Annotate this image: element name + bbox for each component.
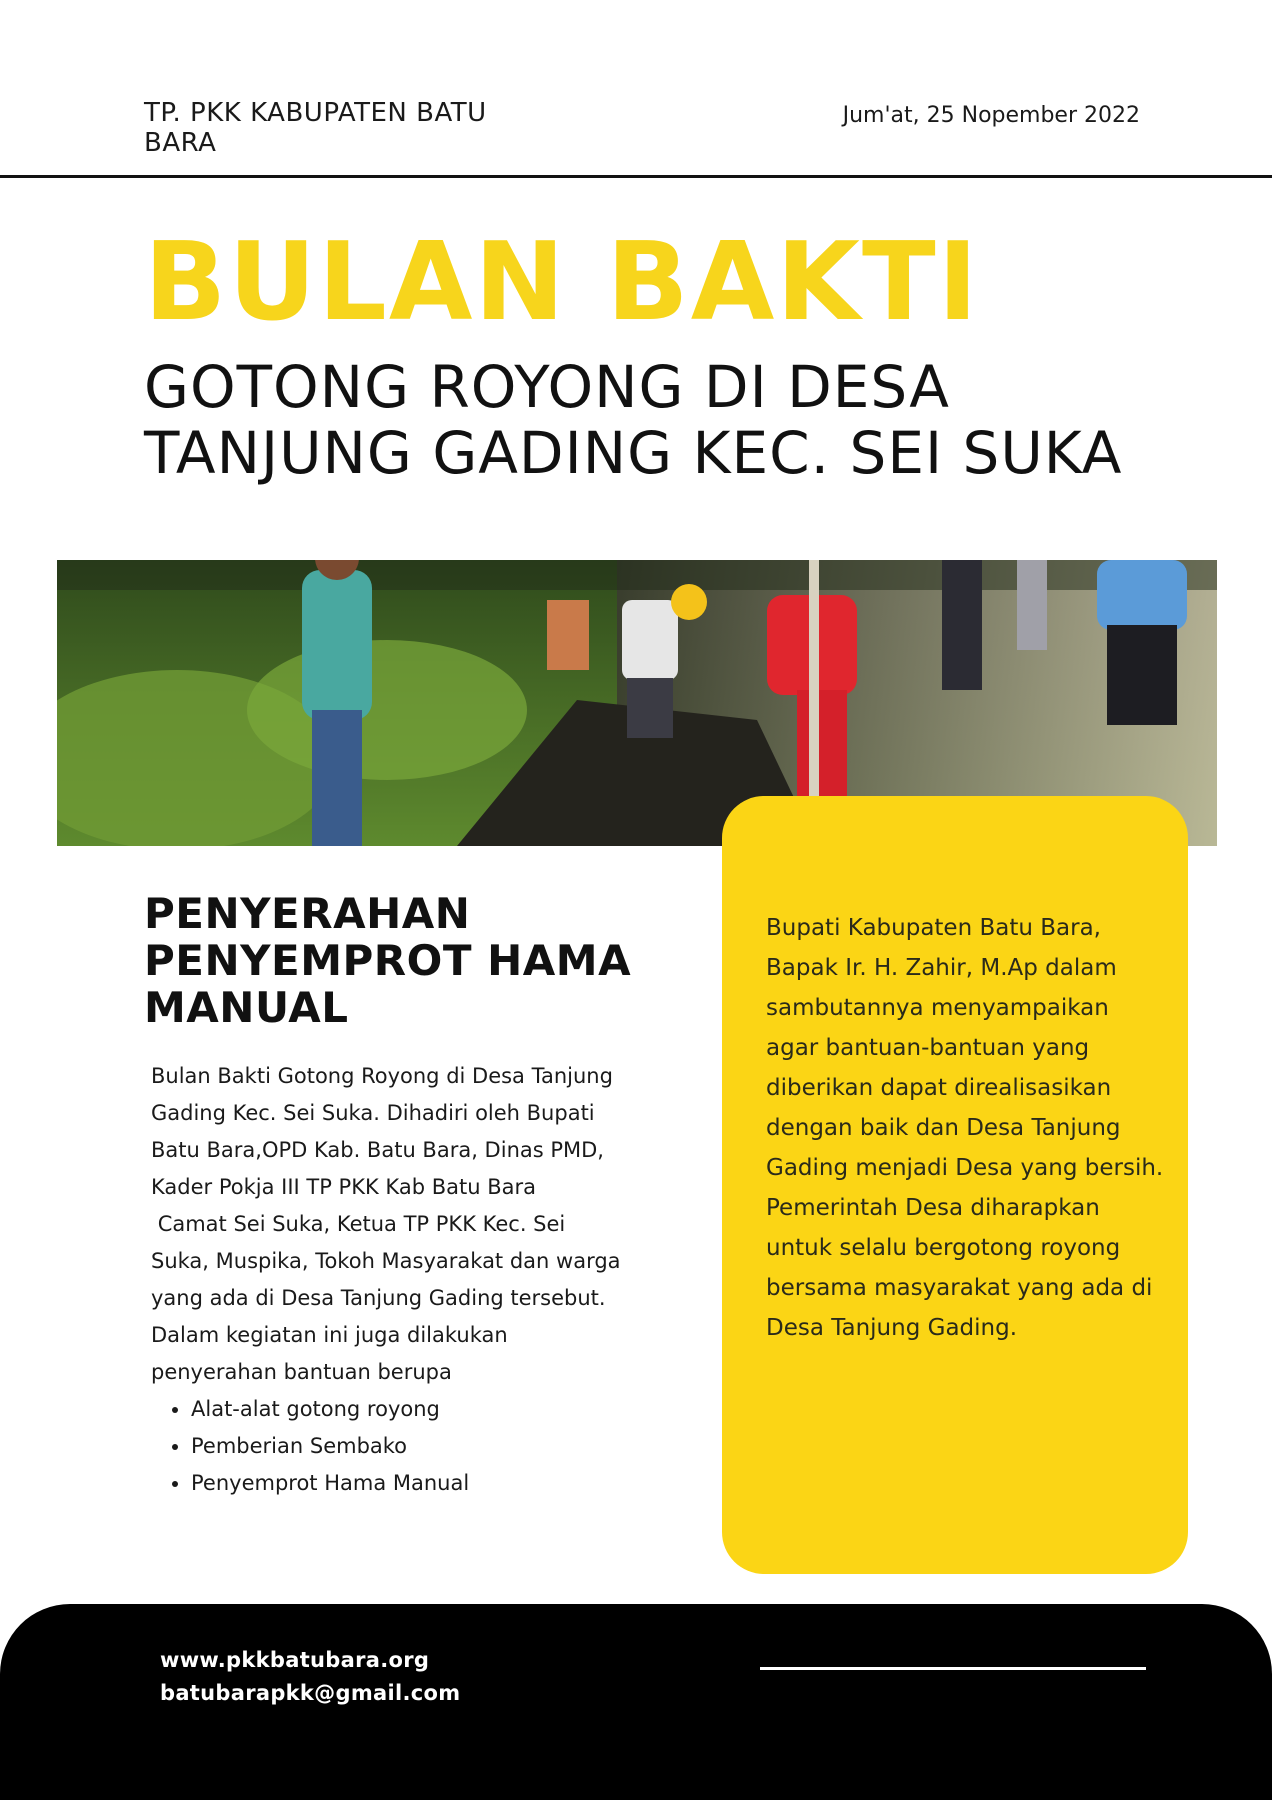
publication-date: Jum'at, 25 Nopember 2022 (842, 103, 1140, 128)
article-body (151, 1058, 628, 1502)
list-item: • Penyemprot Hama Manual (191, 1465, 621, 1502)
section-title: PENYERAHAN PENYEMPROT HAMA MANUAL (144, 889, 632, 1032)
footer-contact (160, 1644, 460, 1710)
paragraph-attendees: Camat Sei Suka, Ketua TP PKK Kec. Sei Suka, Muspika, Tokoh Masyarakat dan warga yang ada di Desa Tanjung Gading tersebut. (151, 1212, 628, 1310)
header-divider (0, 175, 1272, 178)
list-item: • Pemberian Sembako (191, 1428, 621, 1465)
list-item: • Alat-alat gotong royong (191, 1391, 621, 1428)
paragraph-attendance: Bulan Bakti Gotong Royong di Desa Tanjung Gading Kec. Sei Suka. Dihadiri oleh Bupati Batu Bara,OPD Kab. Batu Bara, Dinas PMD, Kader Pokja III TP PKK Kab Batu Bara (151, 1064, 613, 1199)
website-link[interactable]: www.pkkbatubara.org (160, 1648, 430, 1672)
headline-subtitle: GOTONG ROYONG DI DESA TANJUNG GADING KEC. SEI SUKA (144, 353, 1123, 487)
highlight-text: Bupati Kabupaten Batu Bara, Bapak Ir. H. Zahir, M.Ap dalam sambutannya menyampaikan agar bantuan-bantuan yang diberikan dapat direalisasikan dengan baik dan Desa Tanjung Gading menjadi Desa yang bersih. Pemerintah Desa diharapkan untuk selalu bergotong royong bersama masyarakat yang ada di Desa Tanjung Gading. (766, 915, 1164, 1341)
footer-divider (760, 1667, 1146, 1670)
headline-main: BULAN BAKTI (144, 220, 980, 345)
assistance-list (151, 1391, 621, 1502)
paragraph-assistance: Dalam kegiatan ini juga dilakukan penyerahan bantuan berupa (151, 1323, 508, 1384)
email-link[interactable]: batubarapkk@gmail.com (160, 1681, 461, 1705)
organization-name: TP. PKK KABUPATEN BATU BARA (144, 98, 487, 158)
